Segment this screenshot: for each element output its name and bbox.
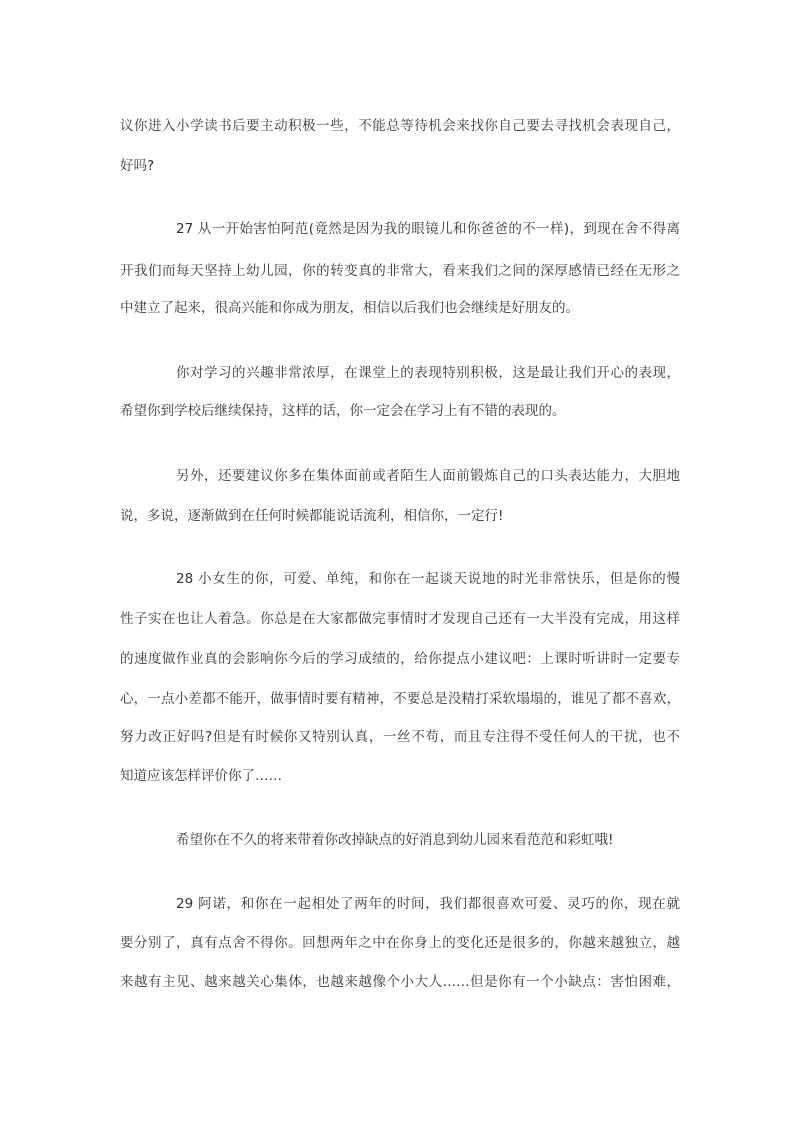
text-line: 要分别了，真有点舍不得你。回想两年之中在你身上的变化还是很多的，你越来越独立，越: [120, 935, 680, 951]
text-line: 开我们而每天坚持上幼儿园，你的转变真的非常大，看来我们之间的深厚感情已经在无形之: [120, 263, 680, 279]
text-line: 的速度做作业真的会影响你今后的学习成绩的，给你提点小建议吧：上课时听讲时一定要专: [120, 651, 680, 667]
text-line: 性子实在也让人着急。你总是在大家都做完事情时才发现自己还有一大半没有完成，用这样: [120, 611, 680, 627]
text-line: 好吗?: [120, 158, 155, 174]
text-line: 28 小女生的你，可爱、单纯，和你在一起谈天说地的时光非常快乐，但是你的慢: [176, 571, 680, 587]
text-line: 来越有主见、越来越关心集体，也越来越像个小大人……但是你有一个小缺点：害怕困难，: [120, 974, 680, 990]
text-line: 中建立了起来，很高兴能和你成为朋友，相信以后我们也会继续是好朋友的。: [120, 300, 579, 316]
text-line: 希望你到学校后继续保持，这样的话，你一定会在学习上有不错的表现的。: [120, 403, 566, 419]
text-line: 努力改正好吗?但是有时候你又特别认真，一丝不苟，而且专注得不受任何人的干扰，也不: [120, 729, 680, 745]
text-line: 说，多说，逐渐做到在任何时候都能说话流利，相信你，一定行!: [120, 508, 504, 524]
text-line: 知道应该怎样评价你了……: [120, 768, 282, 784]
text-line: 你对学习的兴趣非常浓厚，在课堂上的表现特别积极，这是最让我们开心的表现，: [176, 365, 680, 381]
text-line: 29 阿诺，和你在一起相处了两年的时间，我们都很喜欢可爱、灵巧的你，现在就: [176, 896, 680, 912]
text-line: 希望你在不久的将来带着你改掉缺点的好消息到幼儿园来看范范和彩虹哦!: [176, 832, 614, 848]
text-line: 议你进入小学读书后要主动积极一些，不能总等待机会来找你自己要去寻找机会表现自己，: [120, 118, 680, 134]
text-line: 心，一点小差都不能开，做事情时要有精神，不要总是没精打采软塌塌的，谁见了都不喜欢，: [120, 691, 680, 707]
text-line: 27 从一开始害怕阿范(竟然是因为我的眼镜儿和你爸爸的不一样)，到现在舍不得离: [176, 221, 680, 237]
text-line: 另外，还要建议你多在集体面前或者陌生人面前锻炼自己的口头表达能力，大胆地: [176, 468, 680, 484]
